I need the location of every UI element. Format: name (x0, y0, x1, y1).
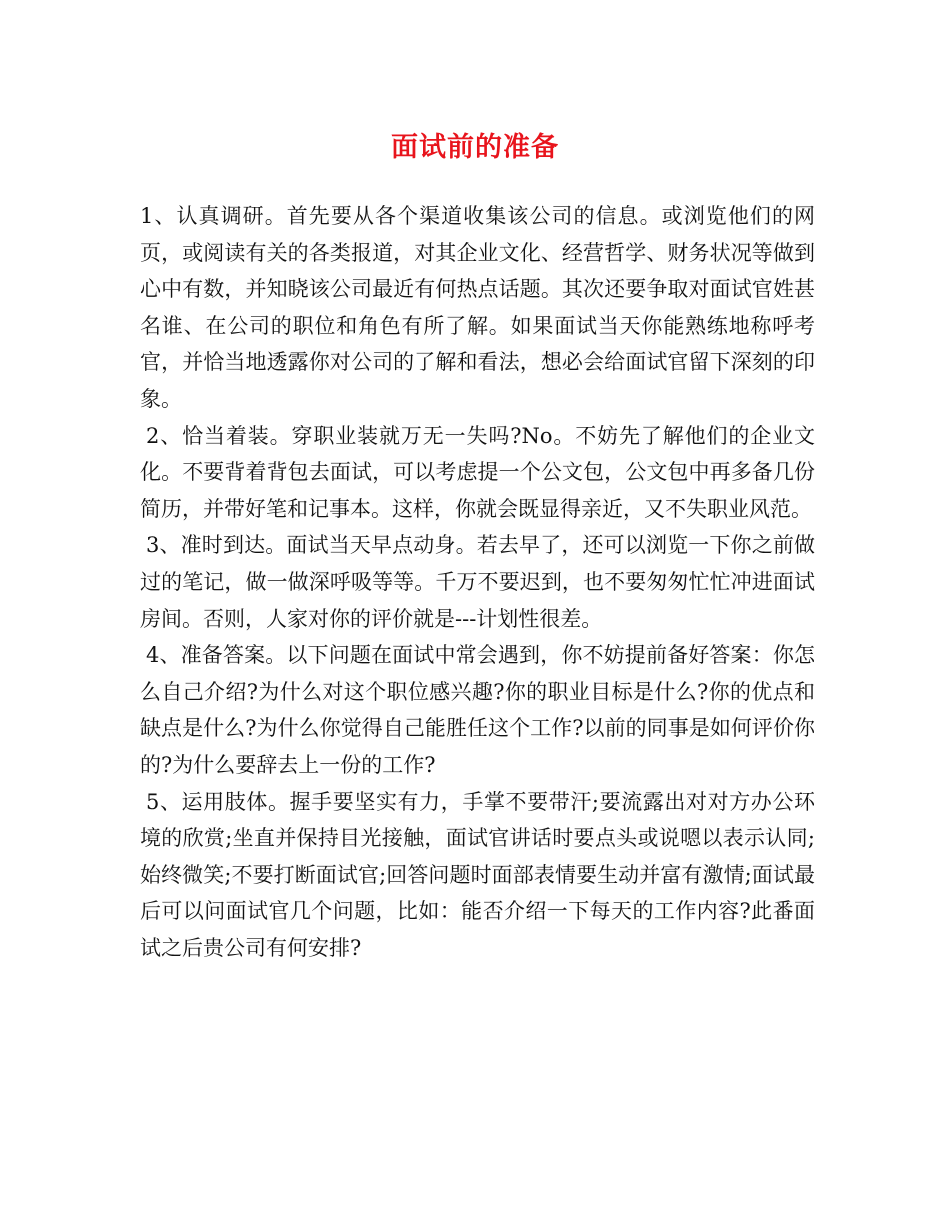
paragraph-punctuality: 3、准时到达。面试当天早点动身。若去早了，还可以浏览一下你之前做过的笔记，做一做深呼吸等等。千万不要迟到，也不要匆匆忙忙冲进面试房间。否则，人家对你的评价就是---计划性很差。 (140, 533, 815, 631)
paragraph-answers: 4、准备答案。以下问题在面试中常会遇到，你不妨提前备好答案：你怎么自己介绍?为什么对这个职位感兴趣?你的职业目标是什么?你的优点和缺点是什么?为什么你觉得自己能胜任这个工作?以前的同事是如何评价你的?为什么要辞去上一份的工作? (140, 643, 815, 777)
paragraph-body-language: 5、运用肢体。握手要坚实有力，手掌不要带汗;要流露出对对方办公环境的欣赏;坐直并保持目光接触，面试官讲话时要点头或说嗯以表示认同;始终微笑;不要打断面试官;回答问题时面部表情要生动并富有激情;面试最后可以问面试官几个问题，比如：能否介绍一下每天的工作内容?此番面试之后贵公司有何安排? (140, 789, 815, 960)
paragraph-attire: 2、恰当着装。穿职业装就万无一失吗?No。不妨先了解他们的企业文化。不要背着背包去面试，可以考虑提一个公文包，公文包中再多备几份简历，并带好笔和记事本。这样，你就会既显得亲近，又不失职业风范。 (140, 423, 815, 521)
paragraph-research: 1、认真调研。首先要从各个渠道收集该公司的信息。或浏览他们的网页，或阅读有关的各类报道，对其企业文化、经营哲学、财务状况等做到心中有数，并知晓该公司最近有何热点话题。其次还要争取对面试官姓甚名谁、在公司的职位和角色有所了解。如果面试当天你能熟练地称呼考官，并恰当地透露你对公司的了解和看法，想必会给面试官留下深刻的印象。 (140, 204, 815, 411)
document-body (140, 198, 815, 966)
document-title: 面试前的准备 (391, 132, 559, 163)
